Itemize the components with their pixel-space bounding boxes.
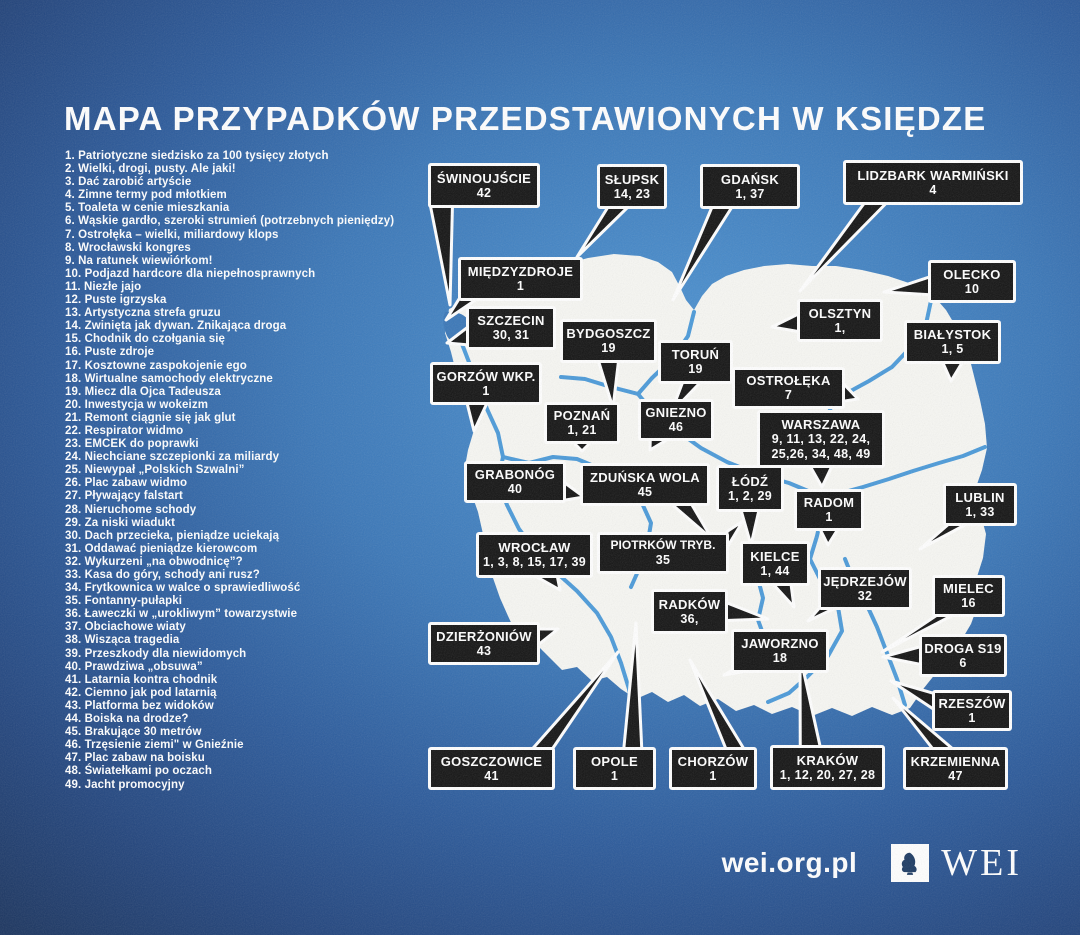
case-list-item: 19. Miecz dla Ojca Tadeusza — [65, 385, 221, 398]
page-title: MAPA PRZYPADKÓW PRZEDSTAWIONYCH W KSIĘDZE — [64, 100, 987, 138]
case-list-item: 48. Światełkami po oczach — [65, 765, 212, 778]
callout-city-name: SZCZECIN — [477, 313, 545, 329]
callout-dzierzoniow — [428, 622, 540, 665]
callout-city-name: TORUŃ — [671, 347, 720, 363]
callout-case-numbers: 25,26, 34, 48, 49 — [771, 446, 871, 461]
case-list-item: 46. Trzęsienie ziemi" w Gnieźnie — [65, 739, 244, 752]
callout-case-numbers: 19 — [688, 362, 703, 377]
callout-case-numbers: 1, 5 — [941, 342, 964, 357]
case-list-item: 25. Niewypał „Polskich Szwalni” — [65, 464, 245, 477]
callout-case-numbers: 42 — [476, 185, 492, 200]
callout-city-name: MIĘDZYZDROJE — [467, 264, 574, 280]
case-list-item: 13. Artystyczna strefa gruzu — [65, 307, 221, 320]
callout-szczecin — [466, 306, 556, 350]
callout-city-name: DZIERŻONIÓW — [436, 628, 532, 644]
callout-city-name: OLECKO — [943, 266, 1001, 282]
callout-bialystok — [904, 320, 1001, 364]
callout-radom — [794, 489, 864, 531]
case-list-item: 38. Wisząca tragedia — [65, 634, 180, 647]
case-list-item: 21. Remont ciągnie się jak glut — [65, 411, 236, 424]
callout-case-numbers: 45 — [637, 484, 653, 499]
case-list-item: 20. Inwestycja w wokeizm — [65, 398, 209, 411]
callout-city-name: DROGA S19 — [924, 640, 1002, 656]
callout-city-name: GNIEZNO — [645, 405, 707, 421]
callout-lublin — [943, 483, 1017, 526]
callout-city-name: ZDUŃSKA WOLA — [590, 469, 700, 485]
callout-case-numbers: 1, 33 — [965, 504, 995, 519]
callout-case-numbers: 1, — [834, 320, 846, 335]
callout-gdansk — [700, 164, 800, 209]
callout-case-numbers: 47 — [948, 768, 963, 783]
callout-case-numbers: 1, 44 — [760, 563, 790, 578]
case-list-item: 41. Latarnia kontra chodnik — [65, 673, 218, 686]
callout-city-name: KRAKÓW — [796, 752, 859, 768]
callout-slupsk — [597, 164, 667, 209]
case-list-item: 43. Platforma bez widoków — [65, 699, 214, 712]
callout-city-name: GORZÓW WKP. — [436, 368, 536, 384]
case-list-item: 40. Prawdziwa „obsuwa” — [65, 660, 203, 673]
callout-case-numbers: 1, 21 — [567, 423, 597, 438]
callout-case-numbers: 1 — [610, 768, 619, 783]
callout-city-name: BYDGOSZCZ — [566, 326, 651, 342]
callout-jaworzno — [731, 629, 829, 673]
slupsk-tail — [577, 207, 628, 257]
callout-case-numbers: 1, 3, 8, 15, 17, 39 — [483, 555, 586, 570]
case-list-item: 2. Wielki, drogi, pusty. Ale jaki! — [65, 163, 236, 176]
callout-case-numbers: 43 — [476, 643, 492, 658]
callout-poznan — [544, 402, 620, 444]
wei-eagle-icon — [891, 844, 929, 882]
callout-rzeszow — [932, 690, 1012, 731]
callout-wroclaw — [476, 532, 593, 578]
case-list-item: 47. Plac zabaw na boisku — [65, 752, 205, 765]
callout-city-name: SŁUPSK — [604, 171, 660, 187]
case-list-item: 35. Fontanny-pułapki — [65, 595, 183, 608]
case-list-item: 14. Zwinięta jak dywan. Znikająca droga — [65, 320, 287, 333]
callout-case-numbers: 41 — [484, 768, 499, 783]
callout-bydgoszcz — [560, 319, 657, 363]
callout-case-numbers: 36, — [680, 611, 699, 626]
case-list-item: 5. Toaleta w cenie mieszkania — [65, 202, 230, 215]
case-list-item: 27. Pływający falstart — [65, 490, 183, 503]
footer — [722, 841, 1022, 885]
callout-city-name: POZNAŃ — [553, 408, 611, 424]
callout-gorzow-wkp — [430, 362, 542, 405]
case-list-item: 29. Za niski wiadukt — [65, 516, 176, 529]
callout-city-name: RZESZÓW — [938, 695, 1006, 711]
callout-case-numbers: 1, 12, 20, 27, 28 — [779, 767, 876, 782]
callout-city-name: WROCŁAW — [498, 540, 571, 556]
callout-case-numbers: 6 — [959, 655, 967, 670]
callout-city-name: MIELEC — [943, 581, 994, 597]
callout-zdunska-wola — [580, 463, 710, 506]
callout-warszawa — [757, 410, 885, 468]
case-list-item: 49. Jacht promocyjny — [65, 778, 185, 791]
callout-case-numbers: 1, 37 — [735, 186, 765, 201]
callout-case-numbers: 1 — [825, 510, 833, 525]
case-list-item: 11. Niezłe jajo — [65, 280, 142, 293]
case-list-item: 39. Przeszkody dla niewidomych — [65, 647, 247, 660]
callout-goszczowice — [428, 747, 555, 790]
callout-torun — [658, 340, 733, 384]
case-list-item: 32. Wykurzeni „na obwodnicę”? — [65, 555, 243, 568]
callout-kielce — [740, 541, 810, 586]
case-list-item: 16. Puste zdroje — [65, 346, 155, 359]
callout-city-name: JAWORZNO — [741, 636, 819, 652]
callout-case-numbers: 1 — [482, 383, 490, 398]
callout-case-numbers: 30, 31 — [492, 328, 530, 343]
callout-case-numbers: 1 — [709, 768, 717, 783]
callout-case-numbers: 7 — [784, 388, 793, 403]
wei-logo-text: WEI — [941, 842, 1022, 884]
callout-olecko — [928, 260, 1016, 303]
callout-city-name: BIAŁYSTOK — [913, 327, 992, 343]
case-list-item: 10. Podjazd hardcore dla niepełnosprawnych — [65, 267, 316, 280]
callout-city-name: ŁÓDŹ — [731, 473, 769, 489]
callout-droga-s19 — [919, 634, 1007, 677]
callout-swinoujscie — [428, 163, 540, 208]
callout-city-name: PIOTRKÓW TRYB. — [610, 538, 716, 553]
callout-case-numbers: 9, 11, 13, 22, 24, — [771, 432, 871, 446]
callout-case-numbers: 4 — [929, 182, 937, 197]
case-list-item: 17. Kosztowne zaspokojenie ego — [65, 359, 247, 372]
case-list-item: 24. Niechciane szczepionki za miliardy — [65, 451, 280, 464]
case-list-item: 44. Boiska na drodze? — [65, 713, 189, 726]
callout-city-name: GDAŃSK — [720, 171, 780, 187]
callout-case-numbers: 19 — [601, 341, 616, 356]
callout-case-numbers: 14, 23 — [613, 186, 651, 201]
case-list-item: 3. Dać zarobić artyście — [65, 176, 192, 189]
case-list-item: 31. Oddawać pieniądze kierowcom — [65, 542, 258, 555]
callout-city-name: GOSZCZOWICE — [440, 753, 543, 769]
case-list-item: 33. Kasa do góry, schody ani rusz? — [65, 569, 260, 581]
callout-city-name: LIDZBARK WARMIŃSKI — [857, 167, 1009, 183]
callout-ostroleka — [732, 367, 845, 409]
wei-logo — [891, 841, 1022, 885]
case-list-item: 30. Dach przecieka, pieniądze uciekają — [65, 529, 280, 542]
callout-mielec — [932, 575, 1005, 617]
callout-city-name: RADKÓW — [658, 596, 721, 612]
callout-krakow — [770, 745, 885, 790]
case-list-item: 23. EMCEK do poprawki — [65, 438, 199, 451]
website-url: wei.org.pl — [721, 847, 858, 878]
callout-city-name: JĘDRZEJÓW — [823, 573, 907, 589]
callout-olsztyn — [797, 299, 883, 342]
callout-opole — [573, 747, 656, 790]
callout-lodz — [716, 465, 784, 512]
callout-case-numbers: 46 — [668, 420, 684, 435]
callout-city-name: ŚWINOUJŚCIE — [436, 170, 532, 186]
case-list-item: 36. Ławeczki w „urokliwym” towarzystwie — [65, 608, 298, 621]
case-list-item: 26. Plac zabaw widmo — [65, 477, 188, 490]
callout-city-name: RADOM — [803, 495, 855, 511]
case-list-item: 37. Obciachowe wiaty — [65, 621, 186, 634]
case-list-item: 22. Respirator widmo — [65, 424, 184, 437]
callout-city-name: WARSZAWA — [781, 417, 861, 432]
case-list-item: 6. Wąskie gardło, szeroki strumień (potrzebnych pieniędzy) — [65, 215, 395, 228]
case-list-item: 12. Puste igrzyska — [65, 294, 167, 307]
callout-radkow — [651, 589, 728, 634]
callout-miedzyzdroje — [458, 257, 583, 301]
callout-case-numbers: 32 — [857, 588, 873, 603]
callout-case-numbers: 1 — [516, 279, 525, 294]
case-list — [65, 150, 440, 792]
callout-piotrkow-tryb — [597, 532, 729, 574]
case-list-item: 42. Ciemno jak pod latarnią — [65, 686, 217, 699]
callout-city-name: LUBLIN — [955, 489, 1005, 505]
case-list-item: 34. Frytkownica w walce o sprawiedliwość — [65, 582, 301, 595]
callout-city-name: OPOLE — [590, 753, 638, 769]
callout-city-name: CHORZÓW — [677, 753, 749, 769]
eagle-silhouette — [895, 848, 925, 878]
case-list-item: 4. Zimne termy pod młotkiem — [65, 189, 227, 202]
callout-city-name: KIELCE — [750, 548, 800, 564]
case-list-item: 7. Ostrołęka – wielki, miliardowy klops — [65, 228, 279, 241]
callout-city-name: OSTROŁĘKA — [746, 373, 831, 389]
case-list-item: 1. Patriotyczne siedzisko za 100 tysięcy złotych — [65, 150, 329, 162]
callout-gniezno — [638, 399, 714, 441]
callout-krzemienna — [903, 747, 1008, 790]
case-list-item: 45. Brakujące 30 metrów — [65, 726, 202, 739]
callout-chorzow — [669, 747, 757, 790]
callout-case-numbers: 16 — [961, 596, 976, 611]
callout-lidzbark-warminski — [843, 160, 1023, 205]
case-list-item: 18. Wirtualne samochody elektryczne — [65, 372, 273, 385]
callout-jedrzejow — [818, 567, 912, 610]
callout-case-numbers: 40 — [507, 482, 523, 497]
case-list-item: 28. Nieruchome schody — [65, 503, 197, 516]
callout-case-numbers: 10 — [964, 281, 980, 296]
callout-city-name: OLSZTYN — [808, 305, 872, 321]
callout-case-numbers: 1, 2, 29 — [727, 488, 773, 503]
callout-case-numbers: 35 — [655, 553, 671, 568]
callout-case-numbers: 18 — [772, 651, 788, 666]
case-list-item: 8. Wrocławski kongres — [65, 241, 191, 254]
callout-case-numbers: 1 — [968, 710, 976, 725]
callout-city-name: GRABONÓG — [474, 467, 556, 483]
callout-city-name: KRZEMIENNA — [910, 753, 1001, 769]
callout-grabonog — [464, 461, 566, 503]
case-list-item: 15. Chodnik do czołgania się — [65, 333, 225, 346]
case-list-item: 9. Na ratunek wiewiórkom! — [65, 254, 213, 267]
